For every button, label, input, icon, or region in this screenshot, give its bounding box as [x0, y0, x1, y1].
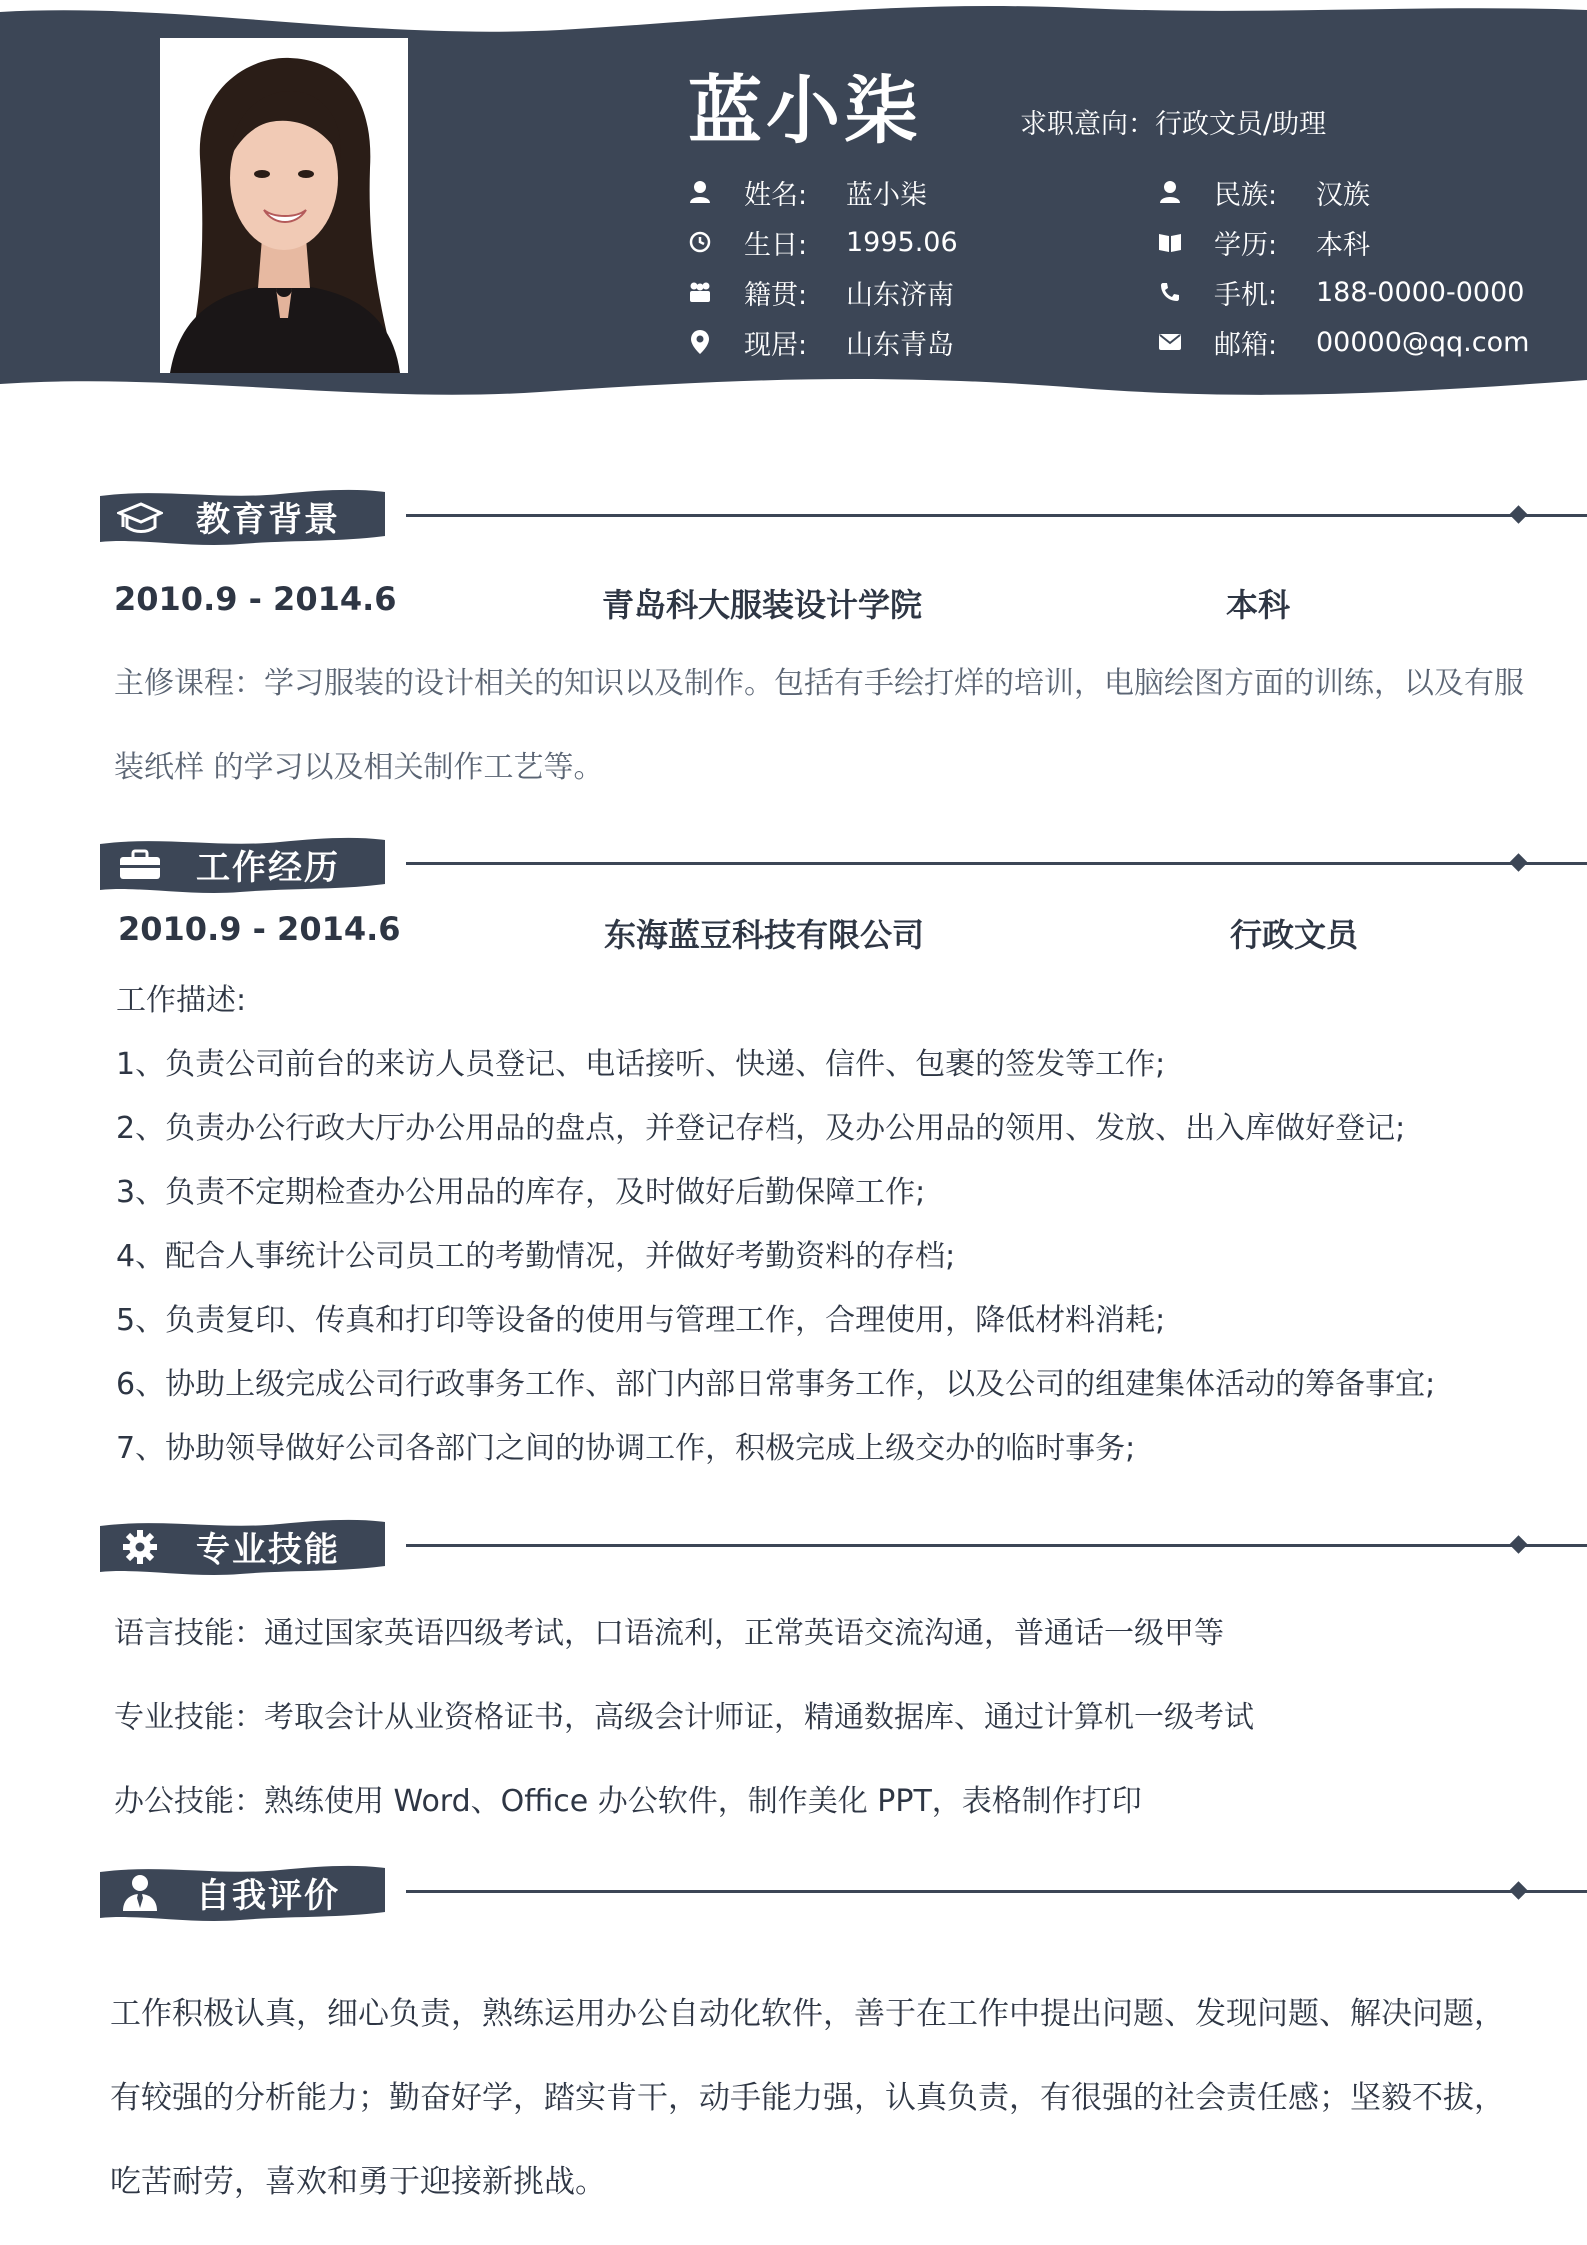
job-intent: 求职意向：行政文员/助理 — [1020, 109, 1327, 140]
section-header-skills — [100, 1516, 1532, 1576]
section-header-work — [100, 834, 1532, 894]
work-item: 3、负责不定期检查办公用品的库存，及时做好后勤保障工作; — [116, 1175, 926, 1210]
work-position: 行政文员 — [1230, 916, 1359, 954]
info-value: 山东济南 — [846, 279, 954, 311]
info-name — [686, 172, 927, 212]
self-evaluation-text: 工作积极认真，细心负责，熟练运用办公自动化软件，善于在工作中提出问题、发现问题、解决问题，有较强的分析能力；勤奋好学，踏实肯干，动手能力强，认真负责，有很强的社会责任感；坚毅不拔，吃苦耐劳，喜欢和勇于迎接新挑战。 — [110, 1996, 1505, 2200]
divider-diamond — [1509, 1881, 1527, 1899]
section-header-education — [100, 486, 1532, 546]
clock-icon — [686, 228, 714, 256]
profile-photo — [160, 38, 408, 373]
work-company: 东海蓝豆科技有限公司 — [604, 916, 925, 954]
info-label: 民族: — [1214, 179, 1278, 211]
briefcase-icon — [116, 846, 164, 884]
info-value: 188-0000-0000 — [1316, 276, 1525, 308]
work-item: 1、负责公司前台的来访人员登记、电话接听、快递、信件、包裹的签发等工作; — [116, 1047, 1166, 1082]
section-title: 工作经历 — [196, 848, 340, 888]
section-title: 自我评价 — [196, 1876, 340, 1916]
skill-item: 办公技能：熟练使用 Word、Office 办公软件，制作美化 PPT，表格制作打印 — [114, 1784, 1142, 1819]
info-ethnicity — [1156, 172, 1370, 212]
people-icon — [686, 278, 714, 306]
info-value: 00000@qq.com — [1316, 326, 1530, 358]
header-banner — [0, 0, 1587, 410]
graduation-cap-icon — [116, 498, 164, 536]
info-label: 学历: — [1214, 229, 1278, 261]
mail-icon — [1156, 328, 1184, 356]
education-row — [114, 580, 1474, 628]
info-value: 1995.06 — [846, 226, 958, 258]
work-item: 7、协助领导做好公司各部门之间的协调工作，积极完成上级交办的临时事务; — [116, 1431, 1136, 1466]
info-residence — [686, 322, 954, 362]
education-courses: 主修课程：学习服装的设计相关的知识以及制作。包括有手绘打烊的培训，电脑绘图方面的训练，以及有服装纸样 的学习以及相关制作工艺等。 — [114, 666, 1524, 785]
section-title: 专业技能 — [196, 1530, 340, 1570]
info-label: 姓名: — [744, 179, 808, 211]
work-item: 4、配合人事统计公司员工的考勤情况，并做好考勤资料的存档; — [116, 1239, 956, 1274]
work-period: 2010.9 - 2014.6 — [118, 910, 401, 948]
person-icon — [1156, 178, 1184, 206]
gear-icon — [116, 1528, 164, 1566]
info-label: 邮箱: — [1214, 329, 1278, 361]
work-row — [118, 910, 1478, 958]
info-label: 生日: — [744, 229, 808, 261]
info-value: 本科 — [1316, 229, 1370, 261]
info-email — [1156, 322, 1529, 362]
work-item: 5、负责复印、传真和打印等设备的使用与管理工作，合理使用，降低材料消耗; — [116, 1303, 1166, 1338]
section-divider — [406, 1890, 1587, 1893]
candidate-name: 蓝小柒 — [688, 68, 922, 154]
section-divider — [406, 514, 1587, 517]
phone-icon — [1156, 278, 1184, 306]
work-item: 2、负责办公行政大厅办公用品的盘点，并登记存档，及办公用品的领用、发放、出入库做好登记; — [116, 1111, 1406, 1146]
info-phone — [1156, 272, 1524, 312]
skill-item: 语言技能：通过国家英语四级考试，口语流利，正常英语交流沟通，普通话一级甲等 — [114, 1616, 1224, 1651]
user-tie-icon — [116, 1874, 164, 1912]
divider-diamond — [1509, 505, 1527, 523]
education-school: 青岛科大服装设计学院 — [602, 586, 923, 624]
info-birthday — [686, 222, 958, 262]
divider-diamond — [1509, 1535, 1527, 1553]
info-label: 籍贯: — [744, 279, 808, 311]
book-icon — [1156, 228, 1184, 256]
location-pin-icon — [686, 328, 714, 356]
info-value: 山东青岛 — [846, 329, 954, 361]
divider-diamond — [1509, 853, 1527, 871]
info-value: 汉族 — [1316, 179, 1370, 211]
info-label: 手机: — [1214, 279, 1278, 311]
education-period: 2010.9 - 2014.6 — [114, 580, 397, 618]
section-title: 教育背景 — [196, 500, 340, 540]
info-label: 现居: — [744, 329, 808, 361]
section-divider — [406, 862, 1587, 865]
info-education — [1156, 222, 1370, 262]
person-icon — [686, 178, 714, 206]
skill-item: 专业技能：考取会计从业资格证书，高级会计师证，精通数据库、通过计算机一级考试 — [114, 1700, 1254, 1735]
section-header-evaluation — [100, 1862, 1532, 1922]
work-desc-label: 工作描述: — [116, 983, 247, 1018]
section-divider — [406, 1544, 1587, 1547]
education-degree: 本科 — [1226, 586, 1291, 624]
info-value: 蓝小柒 — [846, 179, 927, 211]
work-item: 6、协助上级完成公司行政事务工作、部门内部日常事务工作，以及公司的组建集体活动的筹备事宜; — [116, 1367, 1436, 1402]
info-hometown — [686, 272, 954, 312]
